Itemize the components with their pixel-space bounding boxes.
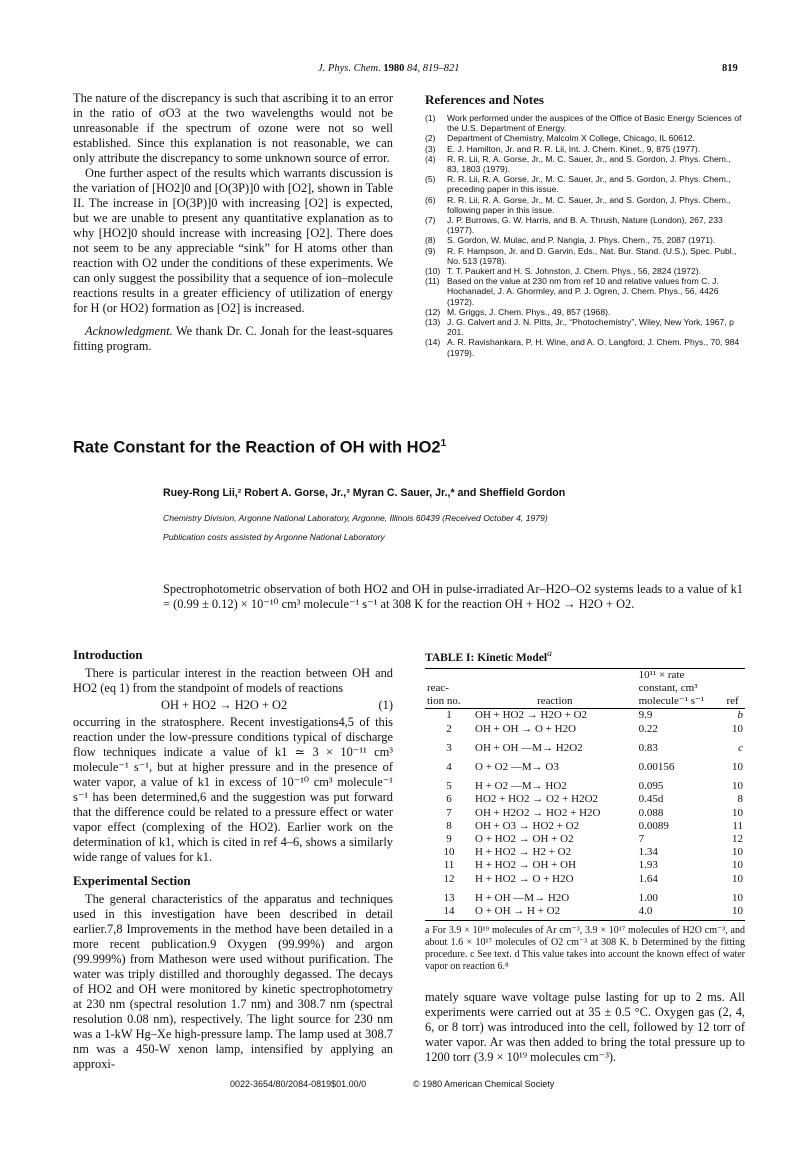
copyright: © 1980 American Chemical Society: [413, 1079, 555, 1089]
reference-item: (14) A. R. Ravishankara, P. H. Wine, and A. O. Langford, J. Chem. Phys., 70, 984 (1979).: [425, 337, 740, 358]
reference-item: (1) Work performed under the auspices of the Office of Basic Energy Sciences of the U.S. Department of Energy.: [425, 113, 742, 134]
author-list: Ruey-Rong Lii,² Robert A. Gorse, Jr.,³ Myran C. Sauer, Jr.,* and Sheffield Gordon: [163, 487, 566, 499]
table-kinetic-model: [425, 648, 745, 973]
section-heading: Introduction: [73, 648, 143, 662]
reference-item: (6) R. R. Lii, R. A. Gorse, Jr., M. C. Sauer, Jr., and S. Gordon, J. Phys. Chem., following paper in this issue.: [425, 194, 731, 215]
table-header-row: [425, 668, 745, 709]
section-heading: Experimental Section: [73, 874, 191, 888]
paragraph: There is particular interest in the reaction between OH and HO2 (eq 1) from the standpoint of models of reactions: [73, 666, 393, 695]
column-header: reaction: [537, 695, 573, 708]
introduction-section: [73, 648, 393, 1072]
page-number: 819: [722, 63, 738, 74]
reference-item: (3) E. J. Hamilton, Jr. and R. R. Lii, Int. J. Chem. Kinet., 9, 875 (1977).: [425, 143, 701, 154]
table-footnotes: a For 3.9 × 10¹⁹ molecules of Ar cm⁻³, 3.9 × 10¹⁷ molecules of H2O cm⁻³, and about 1.6 × 10¹⁷ molecules of O2 cm⁻³ at 308 K. b Determined by the fitting procedure. c See text. d This value takes into account the known effect of water vapor on reaction 6.⁸: [425, 925, 745, 973]
table-title: TABLE I: Kinetic Model$^a$: [425, 648, 552, 664]
reference-list: [425, 113, 745, 358]
table-row: 11 H + HO2 → OH + OH 1.93 10: [443, 859, 743, 872]
column-header: reac- tion no.: [427, 682, 461, 708]
article-title: Rate Constant for the Reaction of OH with $HO2^1$: [73, 438, 447, 457]
abstract: Spectrophotometric observation of both HO2 and OH in pulse-irradiated Ar–H2O–O2 systems leads to a value of k1 = (0.99 ± 0.12) × 10⁻¹⁰ cm³ molecule⁻¹ s⁻¹ at 308 K for the reaction OH + HO2 → H2O + O2.: [163, 582, 743, 611]
reference-item: (12) M. Griggs, J. Chem. Phys., 49, 857 (1968).: [425, 306, 611, 317]
previous-article-conclusion: [73, 91, 393, 354]
reference-item: (10) T. T. Paukert and H. S. Johnston, J. Chem. Phys., 56, 2824 (1972).: [425, 266, 701, 277]
table-row: 1 OH + HO2 → H2O + O2 9.9 b: [446, 709, 743, 722]
paragraph: The nature of the discrepancy is such that ascribing it to an error in the ratio of σO3 at the two wavelengths would not be unreasonable if the spectrum of ozone were not so well established. Since this explanation is not reasonable, we can only attribute the discrepancy to some unknown source of error.: [73, 91, 393, 165]
table-row: 13 H + OH —M→ H2O 1.00 10: [443, 891, 743, 904]
table-row: 2 OH + OH → O + H2O 0.22 10: [446, 722, 743, 735]
column-header: ref: [726, 695, 739, 708]
kinetic-model-table: [425, 668, 745, 921]
table-row: 7 OH + H2O2 → HO2 + H2O 0.088 10: [446, 806, 743, 819]
reference-item: (9) R. F. Hampson, Jr. and D. Garvin, Eds., Nat. Bur. Stand. (U.S.), Spec. Publ., No. 513 (1978).: [425, 245, 737, 266]
table-row: 3 OH + OH —M→ H2O2 0.83 c: [446, 741, 743, 754]
article-code: 0022-3654/80/2084-0819$01.00/0: [230, 1079, 367, 1089]
reference-item: (5) R. R. Lii, R. A. Gorse, Jr., M. C. Sauer, Jr., and S. Gordon, J. Phys. Chem., preceding paper in this issue.: [425, 174, 731, 195]
table-row: 4 O + O2 —M→ O3 0.00156 10: [446, 761, 743, 774]
table-row: 9 O + HO2 → OH + O2 7 12: [446, 833, 743, 846]
table-row: 12 H + HO2 → O + H2O 1.64 10: [443, 872, 743, 885]
reference-item: (8) S. Gordon, W. Mulac, and P. Nangia, J. Phys. Chem., 75, 2087 (1971).: [425, 235, 716, 246]
paragraph: mately square wave voltage pulse lasting for up to 2 ms. All experiments were carried out at 35 ± 0.5 °C. Oxygen gas (2, 4, 6, or 8 torr) was introduced into the cell, followed by 12 torr of water vapor. Ar was then added to bring the total pressure up to 1200 torr (3.9 × 10¹⁹ molecules cm⁻³).: [425, 990, 745, 1064]
paragraph: One further aspect of the results which warrants discussion is the variation of [HO2]0 and [O(3P)]0 with [O2], shown in Table II. The increase in [O(3P)]0 with increasing [O2] is expected, but we are unable to present any quantitative explanation as to why [HO2]0 should increase with increasing [O2]. There does not seem to be any appreciable “sink” for H atoms other than reaction with O2 under the conditions of these experiments. We can only suggest the possibility that a sequence of ion–molecule reactions results in a greater efficiency of utilization of energy for H (or HO2) formation as [O2] is increased.: [73, 166, 393, 315]
affiliation: Chemistry Division, Argonne National Laboratory, Argonne, Illinois 60439 (Received October 4, 1979): [163, 513, 548, 523]
experimental-continuation: [425, 990, 745, 1065]
reference-item: (7) J. P. Burrows, G. W. Harris, and B. A. Thrush, Nature (London), 267, 233 (1977).: [425, 215, 723, 236]
paragraph: The general characteristics of the apparatus and techniques used in this investigation have been described in detail earlier.7,8 Improvements in the method have been detailed in a more recent publication.9 Oxygen (99.99%) and argon (99.999%) from Matheson were used without purification. The water was triply distilled and thoroughly degassed. The decays of HO2 and OH were monitored by kinetic spectrophotometry at 230 nm (spectral resolution 1.7 nm) and 308.7 nm (spectral resolution 0.08 nm), respectively. The light source for 230 nm was a 1-kW Hg–Xe high-pressure lamp. The lamp used at 308.7 nm was a 450-W xenon lamp, intensified by applying an approxi-: [73, 892, 393, 1071]
acknowledgment: Acknowledgment. We thank Dr. C. Jonah for the least-squares fitting program.: [73, 324, 393, 353]
reference-item: (11) Based on the value at 230 nm from ref 10 and relative values from C. J. Hochanadel, J. A. Ghormley, and P. J. Ogren, J. Chem. Phys., 56, 4426 (1972).: [425, 276, 719, 307]
journal-citation: J. Phys. Chem. 1980 84, 819–821: [318, 63, 460, 74]
funding-note: Publication costs assisted by Argonne National Laboratory: [163, 532, 385, 542]
reference-item: (2) Department of Chemistry, Malcolm X College, Chicago, IL 60612.: [425, 133, 695, 144]
table-row: 5 H + O2 —M→ HO2 0.095 10: [446, 780, 743, 793]
references-heading: References and Notes: [425, 92, 544, 107]
table-row: 8 OH + O3 → HO2 + O2 0.0089 11: [446, 819, 743, 832]
column-header: 10¹¹ × rate constant, cm³ molecule⁻¹ s⁻¹: [638, 668, 705, 708]
reference-item: (13) J. G. Calvert and J. N. Pitts, Jr., “Photochemistry”, Wiley, New York, 1967, p 201.: [425, 317, 734, 338]
equation-text: OH + HO2 → H2O + O2: [161, 698, 288, 712]
paragraph: occurring in the stratosphere. Recent investigations4,5 of this reaction under the low-pressure conditions typical of discharge flow techniques indicate a value of k1 ≃ 3 × 10⁻¹¹ cm³ molecule⁻¹ s⁻¹, but at higher pressure and in the presence of water vapor, a value of k1 in excess of 10⁻¹⁰ cm³ molecule⁻¹ s⁻¹ has been determined,6 and the suggestion was put forward that the difference could be related to a pressure effect or water vapor effect (complexing of the HO2). Earlier work on the determination of k1, which is cited in ref 4–6, shows a similarly wide range of values for k1.: [73, 715, 393, 864]
table-row: 14 O + OH → H + O2 4.0 10: [425, 905, 745, 921]
equation-number: (1): [378, 698, 393, 712]
equation-1: [73, 696, 393, 715]
table-row: 10 H + HO2 → H2 + O2 1.34 10: [443, 846, 743, 859]
table-row: 6 HO2 + HO2 → O2 + H2O2 0.45d 8: [446, 793, 743, 806]
reference-item: (4) R. R. Lii, R. A. Gorse, Jr., M. C. Sauer, Jr., and S. Gordon, J. Phys. Chem., 83, 1803 (1979).: [425, 153, 731, 175]
references-section: [425, 92, 745, 358]
